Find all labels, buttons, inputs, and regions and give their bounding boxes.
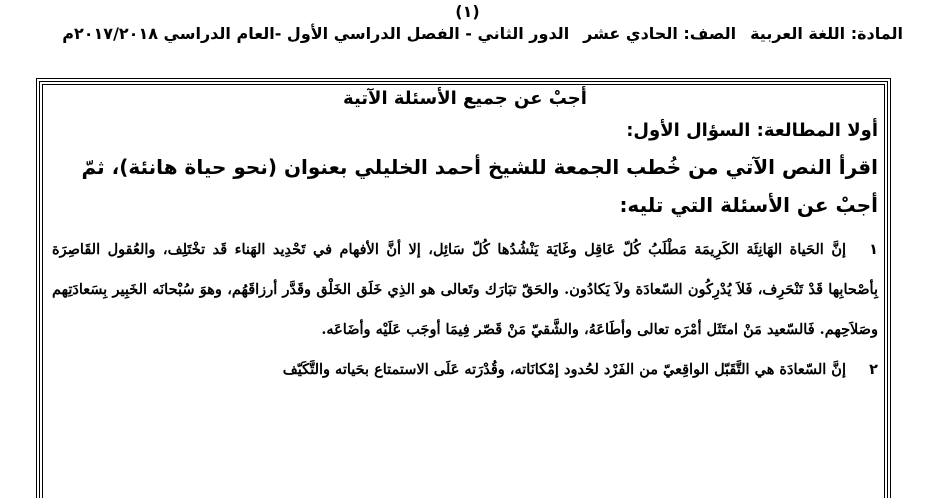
reading-passage [52,230,878,390]
paragraph-text: إنَّ السّعادَة هي التَّقَبّل الواقِعيّ من الفَرْد لحُدود إمْكانَاته، وقُدْرَته عَلَى الاستمتاع بحَياته والتَّكَيّف [282,361,846,378]
grade-label: الصف: الحادي عشر [583,24,737,43]
passage-paragraph [52,350,878,390]
paragraph-number: ٢ [869,362,878,378]
passage-paragraph [52,230,878,350]
paragraph-text: إنَّ الحَياة الهَانِئَة الكَرِيمَة مَطْلَبُ كُلّ عَاقِل وغَايَة يَنْشُدُها كُلّ سَائِل، إلا أنَّ الأفهام في تَحْدِيد الهَناء قَد تخْتَلِف، والعُقول القَاصِرَة بِأصْحابِها قَدْ تَنْحَرِف، فَلاَ يُدْرِكُون السّعادَة ولاَ يَكادُون. والحَقّ تبَارَك وتَعالى هو الذِي خَلَق الخَلْق وقَدَّر أرزاقَهُم، وهوَ سُبْحانَه الخَبِير بِسَعادَتِهم وصَلاَحِهم. فَالسّعيد مَنْ امتَثَل أمْرَه تعالى وأطَاعَهُ، والشَّقيّ مَنْ قَصّر فِيمَا أوجَب عَلَيْه وأضَاعَه. [52,241,878,338]
page-number: (١) [455,2,480,21]
section-title: أولا المطالعة: السؤال الأول: [626,120,878,141]
question-text: اقرأ النص الآتي من خُطب الجمعة للشيخ أحمد الخليلي بعنوان (نحو حياة هانئة)، ثمّ أجبْ عن الأسئلة التي تليه: [81,155,878,217]
exam-content [52,84,878,390]
instruction-heading: أجبْ عن جميع الأسئلة الآتية [343,88,587,109]
subject-label: المادة: اللغة العربية [750,24,903,43]
session-label: الدور الثاني - الفصل الدراسي الأول -العام الدراسي ٢٠١٧/٢٠١٨م [62,24,570,43]
exam-header [62,24,903,43]
paragraph-number: ١ [869,242,878,258]
